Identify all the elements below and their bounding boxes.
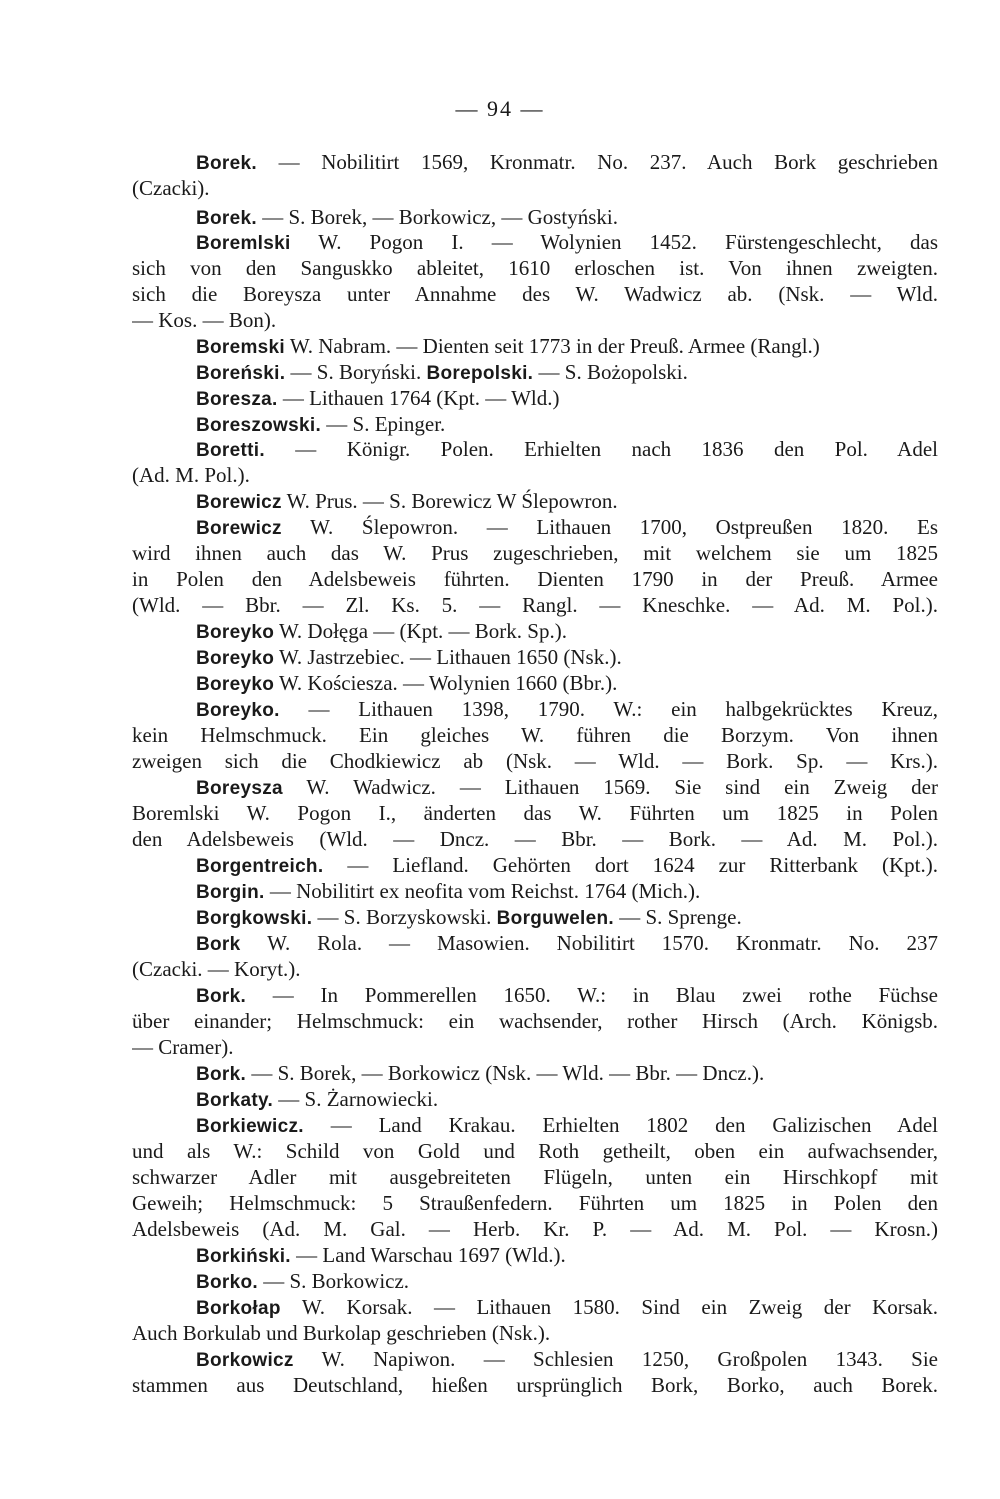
headword: Borgin.	[196, 882, 265, 903]
entry-text: kein Helmschmuck. Ein gleiches W. führen die Borzym. Von ihnen	[132, 723, 938, 747]
headword: Boreyko	[196, 674, 275, 695]
entry-text: — S. Bożopolski.	[533, 360, 688, 384]
continuation-line	[132, 1217, 938, 1241]
continuation-line	[132, 176, 938, 200]
entry-line	[196, 1061, 938, 1087]
entry-text: Boremlski W. Pogon I., änderten das W. Führten um 1825 in Polen	[132, 801, 938, 825]
entry-text: in Polen den Adelsbeweis führten. Dienten 1790 in der Preuß. Armee	[132, 567, 938, 591]
entry-line	[196, 437, 938, 463]
entry-text: — S. Borek, — Borkowicz (Nsk. — Wld. — Bbr. — Dncz.).	[246, 1061, 765, 1085]
entry-line	[196, 1243, 938, 1269]
entry-text: zweigen sich die Chodkiewicz ab (Nsk. — Wld. — Bork. Sp. — Krs.).	[132, 749, 938, 773]
headword: Borek.	[196, 153, 257, 174]
entry-line	[196, 515, 938, 541]
headword: Bork.	[196, 986, 247, 1007]
entry-line	[196, 905, 938, 931]
continuation-line	[132, 1139, 938, 1163]
entry-line	[196, 230, 938, 256]
headword: Boreyko	[196, 622, 275, 643]
entry-text: stammen aus Deutschland, hießen ursprünglich Bork, Borko, auch Borek.	[132, 1373, 938, 1397]
entry-line	[196, 412, 938, 438]
headword: Borkiewicz.	[196, 1116, 304, 1137]
entry-text: W. Dołęga — (Kpt. — Bork. Sp.).	[274, 619, 567, 643]
continuation-line	[132, 463, 938, 487]
continuation-line	[132, 567, 938, 591]
entry-line	[196, 1269, 938, 1295]
entry-text: — S. Borkowicz.	[257, 1269, 410, 1293]
continuation-line	[132, 1035, 938, 1059]
continuation-line	[132, 1373, 938, 1397]
entry-text: — Land Krakau. Erhielten 1802 den Galizischen Adel	[303, 1113, 938, 1137]
entry-text: — Lithauen 1398, 1790. W.: ein halbgekrücktes Kreuz,	[279, 697, 938, 721]
entry-text: Adelsbeweis (Ad. M. Gal. — Herb. Kr. P. — Ad. M. Pol. — Krosn.)	[132, 1217, 938, 1241]
headword: Boreyko	[196, 648, 275, 669]
entry-text: — Lithauen 1764 (Kpt. — Wld.)	[277, 386, 560, 410]
entry-line	[196, 334, 938, 360]
entry-text: W. Ślepowron. — Lithauen 1700, Ostpreußen 1820. Es	[281, 515, 938, 539]
entry-line	[196, 879, 938, 905]
continuation-line	[132, 308, 938, 332]
entry-text: wird ihnen auch das W. Prus zugeschrieben, mit welchem sie um 1825	[132, 541, 938, 565]
entry-text: (Ad. M. Pol.).	[132, 463, 250, 487]
headword: Boreszowski.	[196, 415, 322, 436]
entry-text: — Liefland. Gehörten dort 1624 zur Ritterbank (Kpt.).	[323, 853, 938, 877]
headword: Boreysza	[196, 778, 283, 799]
entry-text: den Adelsbeweis (Wld. — Dncz. — Bbr. — Bork. — Ad. M. Pol.).	[132, 827, 938, 851]
headword: Bork.	[196, 1064, 247, 1085]
entry-text: W. Kościesza. — Wolynien 1660 (Bbr.).	[274, 671, 618, 695]
entry-text: W. Rola. — Masowien. Nobilitirt 1570. Kronmatr. No. 237	[240, 931, 938, 955]
continuation-line	[132, 827, 938, 851]
entry-text: — S. Boryński.	[285, 360, 427, 384]
headword: Borguwelen.	[496, 908, 614, 929]
entry-line	[196, 619, 938, 645]
entry-line	[196, 697, 938, 723]
entry-text: — S. Sprenge.	[613, 905, 742, 929]
entry-text: (Czacki).	[132, 176, 210, 200]
headword: Borek.	[196, 208, 257, 229]
entry-text: — S. Epinger.	[321, 412, 446, 436]
entry-line	[196, 205, 938, 231]
continuation-line	[132, 1191, 938, 1215]
entry-text: sich die Boreysza unter Annahme des W. Wadwicz ab. (Nsk. — Wld.	[132, 282, 938, 306]
entry-text: — Cramer).	[132, 1035, 234, 1059]
entry-text: W. Jastrzebiec. — Lithauen 1650 (Nsk.).	[274, 645, 622, 669]
headword: Boreyko.	[196, 700, 280, 721]
entry-text: — Kos. — Bon).	[132, 308, 277, 332]
entry-text: — Königr. Polen. Erhielten nach 1836 den Pol. Adel	[264, 437, 938, 461]
continuation-line	[132, 1321, 938, 1345]
continuation-line	[132, 957, 938, 981]
entry-line	[196, 1347, 938, 1373]
entry-text: W. Pogon I. — Wolynien 1452. Fürstengeschlecht, das	[290, 230, 938, 254]
headword: Boresza.	[196, 389, 278, 410]
headword: Borkołap	[196, 1298, 281, 1319]
entry-text: sich von den Sanguskko ableitet, 1610 erloschen ist. Von ihnen zweigten.	[132, 256, 938, 280]
entry-text: — Nobilitirt 1569, Kronmatr. No. 237. Auch Bork geschrieben	[256, 150, 938, 174]
entry-line	[196, 386, 938, 412]
entry-text: — In Pommerellen 1650. W.: in Blau zwei rothe Füchse	[246, 983, 938, 1007]
headword: Borewicz	[196, 492, 282, 513]
headword: Boretti.	[196, 440, 265, 461]
entry-line	[196, 360, 938, 386]
entry-text: — S. Borek, — Borkowicz, — Gostyński.	[256, 205, 619, 229]
entry-text: über einander; Helmschmuck: ein wachsender, rother Hirsch (Arch. Königsb.	[132, 1009, 938, 1033]
entry-line	[196, 489, 938, 515]
entry-line	[196, 983, 938, 1009]
headword: Borko.	[196, 1272, 258, 1293]
entry-line	[196, 1087, 938, 1113]
continuation-line	[132, 593, 938, 617]
headword: Borkiński.	[196, 1246, 291, 1267]
entry-line	[196, 931, 938, 957]
entry-text: W. Wadwicz. — Lithauen 1569. Sie sind ein Zweig der	[282, 775, 938, 799]
continuation-line	[132, 801, 938, 825]
headword: Bork	[196, 934, 241, 955]
entry-text: — S. Żarnowiecki.	[273, 1087, 439, 1111]
page-number: — 94 —	[455, 96, 545, 121]
headword: Borewicz	[196, 518, 282, 539]
entry-text: Auch Borkulab und Burkolap geschrieben (Nsk.).	[132, 1321, 551, 1345]
headword: Borgkowski.	[196, 908, 313, 929]
entry-line	[196, 1113, 938, 1139]
entry-text: — Nobilitirt ex neofita vom Reichst. 1764 (Mich.).	[264, 879, 701, 903]
entry-text: W. Korsak. — Lithauen 1580. Sind ein Zweig der Korsak.	[280, 1295, 938, 1319]
headword: Borkowicz	[196, 1350, 294, 1371]
entry-text: — Land Warschau 1697 (Wld.).	[290, 1243, 566, 1267]
headword: Boreński.	[196, 363, 286, 384]
entry-text: (Czacki. — Koryt.).	[132, 957, 301, 981]
entry-line	[196, 671, 938, 697]
headword: Borkaty.	[196, 1090, 274, 1111]
entry-text: W. Napiwon. — Schlesien 1250, Großpolen 1343. Sie	[293, 1347, 938, 1371]
entry-text: und als W.: Schild von Gold und Roth getheilt, oben ein aufwachsender,	[132, 1139, 938, 1163]
continuation-line	[132, 1165, 938, 1189]
headword: Boremski	[196, 337, 285, 358]
continuation-line	[132, 723, 938, 747]
headword: Boremlski	[196, 233, 291, 254]
entry-line	[196, 150, 938, 176]
entry-line	[196, 775, 938, 801]
entry-text: Geweih; Helmschmuck: 5 Straußenfedern. Führten um 1825 in Polen den	[132, 1191, 938, 1215]
entry-text: W. Prus. — S. Borewicz W Ślepowron.	[281, 489, 618, 513]
continuation-line	[132, 749, 938, 773]
entry-text: W. Nabram. — Dienten seit 1773 in der Preuß. Armee (Rangl.)	[285, 334, 820, 358]
continuation-line	[132, 282, 938, 306]
entry-text: — S. Borzyskowski.	[312, 905, 497, 929]
continuation-line	[132, 1009, 938, 1033]
entry-line	[196, 645, 938, 671]
entry-text: (Wld. — Bbr. — Zl. Ks. 5. — Rangl. — Kneschke. — Ad. M. Pol.).	[132, 593, 938, 617]
headword: Borgentreich.	[196, 856, 324, 877]
continuation-line	[132, 541, 938, 565]
entry-line	[196, 853, 938, 879]
headword: Borepolski.	[426, 363, 534, 384]
entry-line	[196, 1295, 938, 1321]
continuation-line	[132, 256, 938, 280]
entry-text: schwarzer Adler mit ausgebreiteten Flügeln, unten ein Hirschkopf mit	[132, 1165, 938, 1189]
